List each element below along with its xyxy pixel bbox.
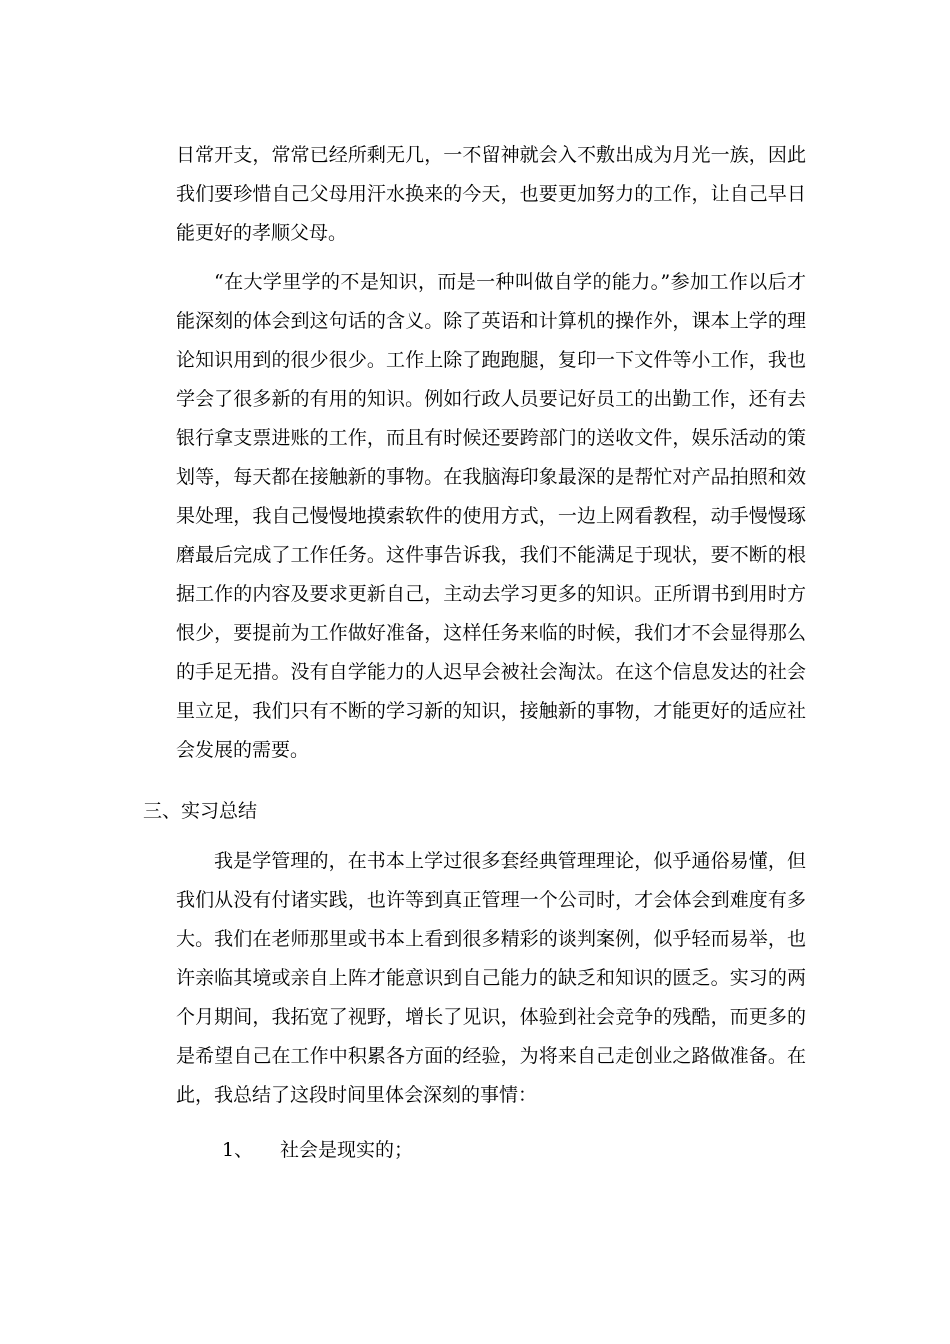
list-item-text: 社会是现实的；	[280, 1139, 414, 1161]
paragraph-self-learning: “在大学里学的不是知识，而是一种叫做自学的能力。”参加工作以后才能深刻的体会到这句话的含义。除了英语和计算机的操作外，课本上学的理论知识用到的很少很少。工作上除了跑跑腿，复印一下文件等小工作，我也学会了很多新的有用的知识。例如行政人员要记好员工的出勤工作，还有去银行拿支票进账的工作，而且有时候还要跨部门的送收文件，娱乐活动的策划等，每天都在接触新的事物。在我脑海印象最深的是帮忙对产品拍照和效果处理，我自己慢慢地摸索软件的使用方式，一边上网看教程，动手慢慢琢磨最后完成了工作任务。这件事告诉我，我们不能满足于现状，要不断的根据工作的内容及要求更新自己，主动去学习更多的知识。正所谓书到用时方恨少，要提前为工作做好准备，这样任务来临的时候，我们才不会显得那么的手足无措。没有自学能力的人迟早会被社会淘汰。在这个信息发达的社会里立足，我们只有不断的学习新的知识，接触新的事物，才能更好的适应社会发展的需要。	[176, 271, 806, 761]
section-heading-internship-summary: 三、实习总结	[143, 800, 258, 822]
list-item	[222, 1135, 413, 1165]
paragraph-household-expenses: 日常开支，常常已经所剩无几，一不留神就会入不敷出成为月光一族，因此我们要珍惜自己父母用汗水换来的今天，也要更加努力的工作，让自己早日能更好的孝顺父母。	[176, 144, 806, 244]
paragraph-management-reflection: 我是学管理的，在书本上学过很多套经典管理理论，似乎通俗易懂，但我们从没有付诸实践，也许等到真正管理一个公司时，才会体会到难度有多大。我们在老师那里或书本上看到很多精彩的谈判案例，似乎轻而易举，也许亲临其境或亲自上阵才能意识到自己能力的缺乏和知识的匮乏。实习的两个月期间，我拓宽了视野，增长了见识，体验到社会竞争的残酷，而更多的是希望自己在工作中积累各方面的经验，为将来自己走创业之路做准备。在此，我总结了这段时间里体会深刻的事情：	[176, 850, 806, 1106]
list-item-number: 1、	[222, 1139, 254, 1161]
